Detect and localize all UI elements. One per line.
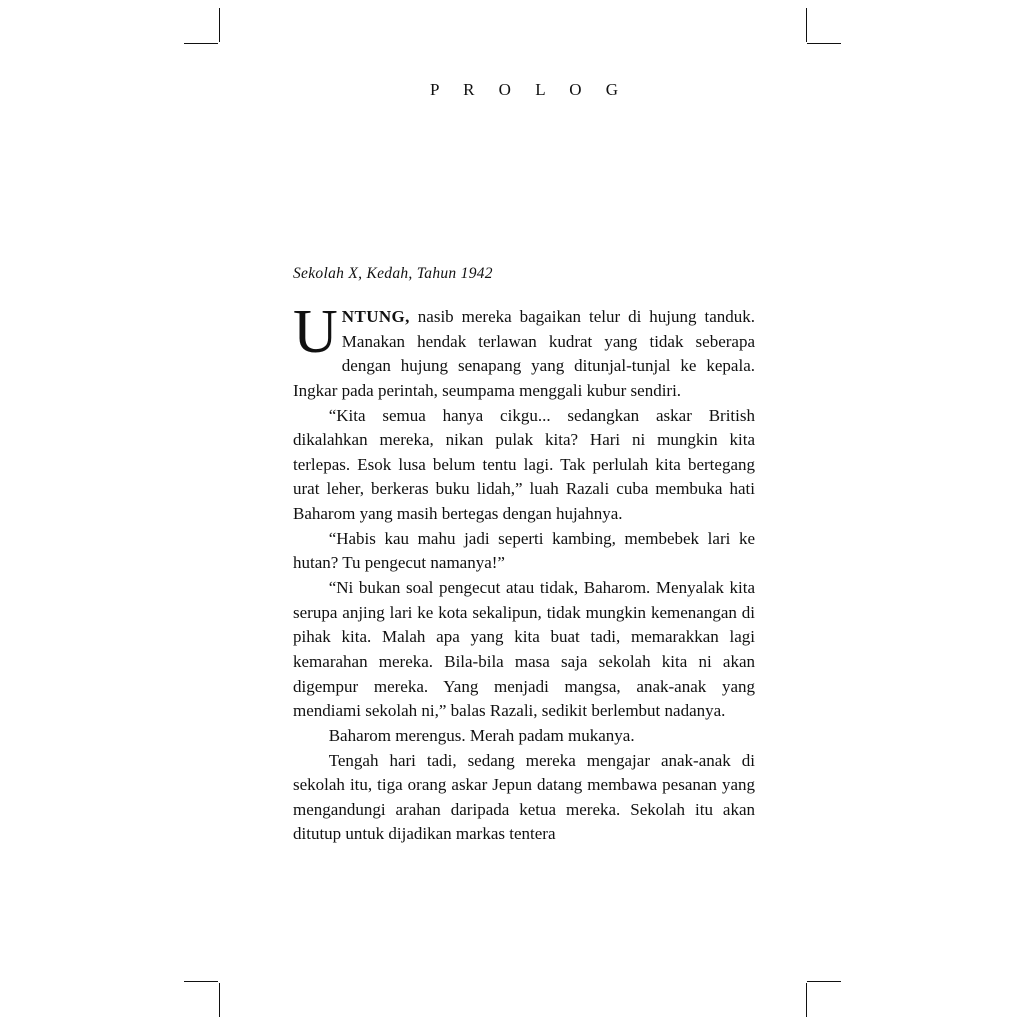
opening-words: NTUNG, — [341, 307, 410, 326]
crop-mark-top-left-vertical — [219, 8, 220, 42]
crop-mark-bottom-right-vertical — [806, 983, 807, 1017]
paragraph-1-text: nasib mereka bagaikan telur di hujung tanduk. Manakan hendak terlawan kudrat yang tidak seberapa dengan hujung senapang yang ditunjal-tunjal ke kepala. Ingkar pada perintah, seumpama menggali kubur sendiri. — [293, 307, 755, 400]
paragraph-5: Baharom merengus. Merah padam mukanya. — [328, 725, 635, 745]
paragraph-4: “Ni bukan soal pengecut atau tidak, Baharom. Menyalak kita serupa anjing lari ke kota sekalipun, tidak mungkin kemenangan di pihak kita. Malah apa yang kita buat tadi, memarakkan lagi kemarahan mereka. Bila-bila masa saja sekolah kita ni akan digempur mereka. Yang menjadi mangsa, anak-anak yang mendiami sekolah ni,” balas Razali, sedikit berlembut nadanya. — [293, 578, 755, 721]
body-text-block — [293, 265, 755, 847]
crop-mark-bottom-right-horizontal — [807, 981, 841, 982]
paragraph-6: Tengah hari tadi, sedang mereka mengajar anak-anak di sekolah itu, tiga orang askar Jepun datang membawa pesanan yang mengandungi arahan daripada ketua mereka. Sekolah itu akan ditutup untuk dijadikan markas tentera — [293, 750, 755, 844]
crop-mark-top-left-horizontal — [184, 43, 218, 44]
crop-mark-bottom-left-horizontal — [184, 981, 218, 982]
scene-setting: Sekolah X, Kedah, Tahun 1942 — [293, 265, 493, 282]
paragraph-2: “Kita semua hanya cikgu... sedangkan askar British dikalahkan mereka, nikan pulak kita? Hari ni mungkin kita terlepas. Esok lusa belum tentu lagi. Tak perlulah kita bertegang urat leher, berkeras buku lidah,” luah Razali cuba membuka hati Baharom yang masih bertegas dengan hujahnya. — [293, 405, 755, 524]
page-title: P R O L O G — [430, 80, 628, 99]
crop-mark-bottom-left-vertical — [219, 983, 220, 1017]
drop-cap: U — [293, 298, 338, 366]
paragraph-1 — [293, 298, 755, 404]
paragraph-3: “Habis kau mahu jadi seperti kambing, membebek lari ke hutan? Tu pengecut namanya!” — [293, 528, 755, 573]
crop-mark-top-right-vertical — [806, 8, 807, 42]
crop-mark-top-right-horizontal — [807, 43, 841, 44]
